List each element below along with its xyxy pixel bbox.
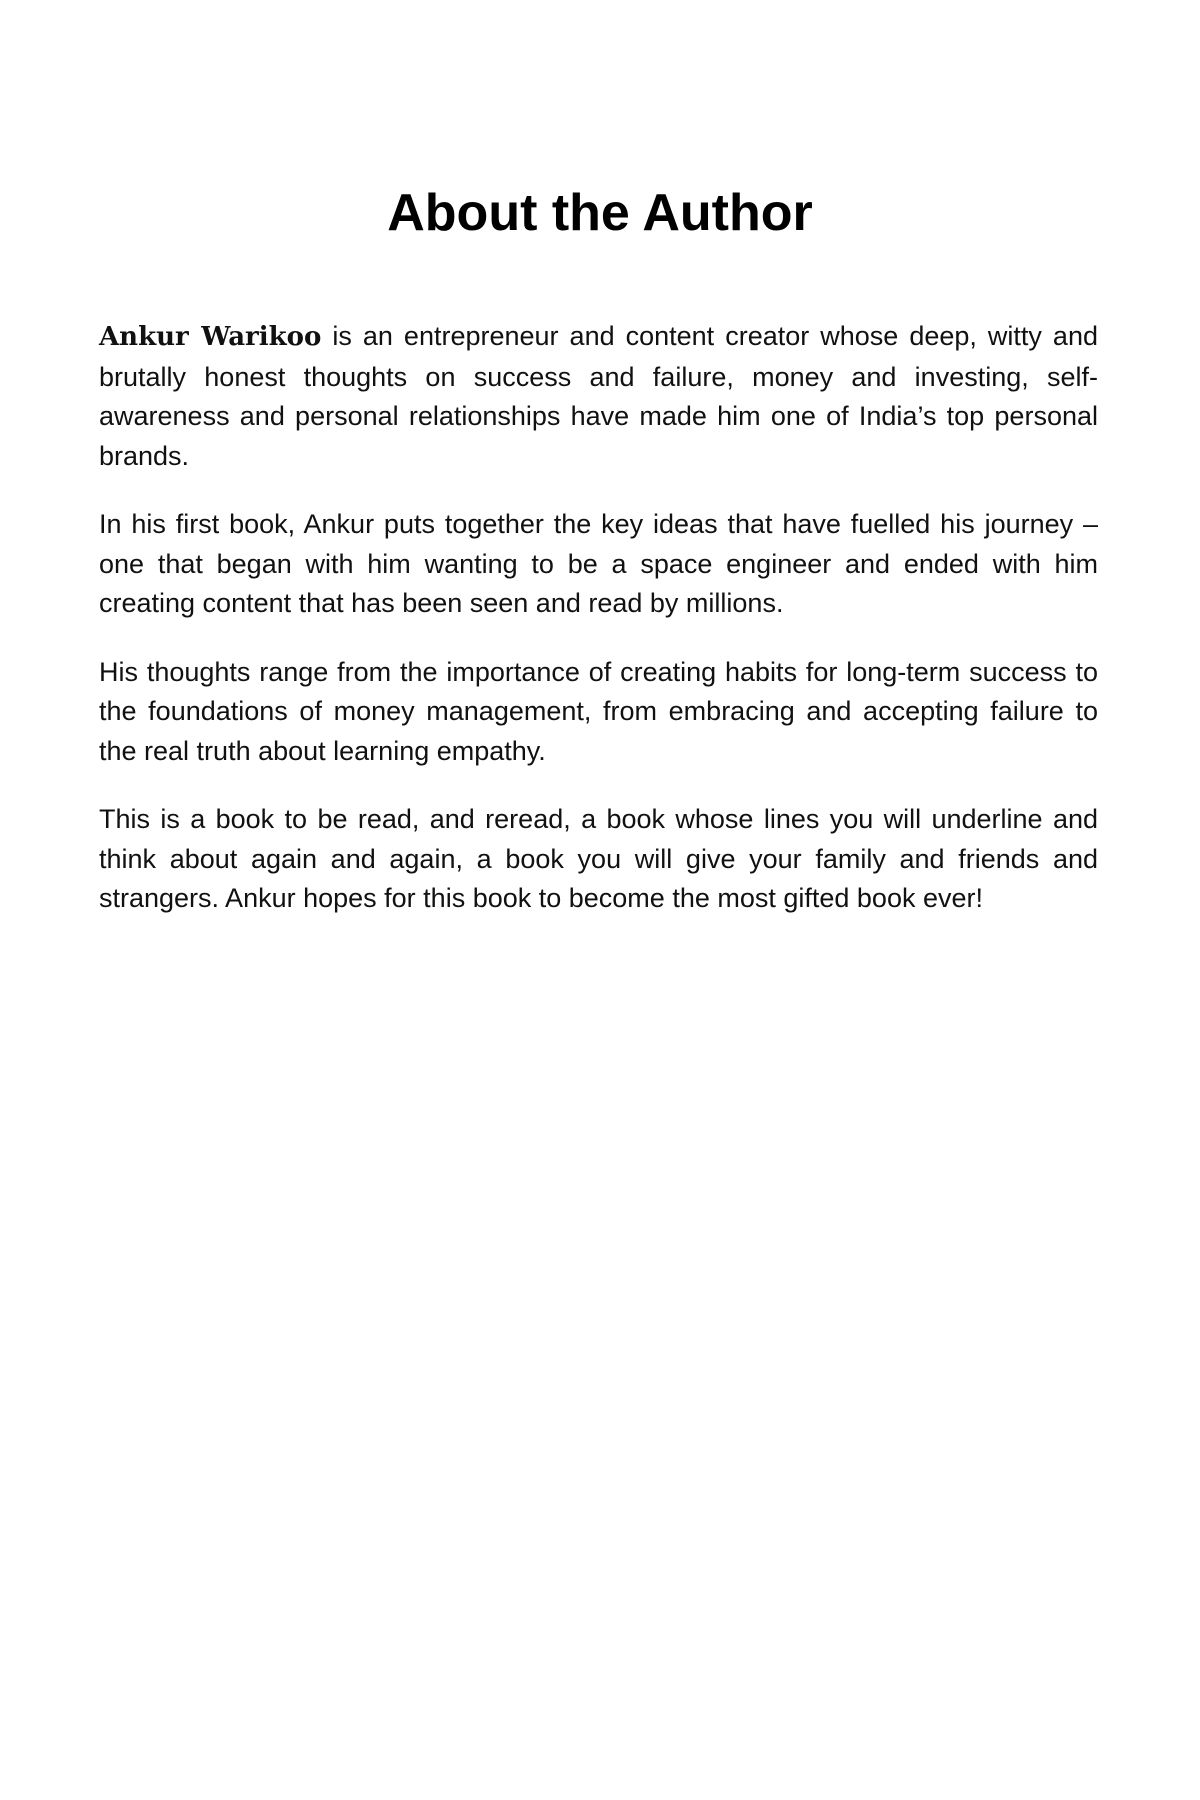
paragraph-thoughts: His thoughts range from the importance of creating habits for long-term success to the foundations of money management, from embracing and accepting failure to the real truth about learning empathy.	[99, 656, 1098, 766]
paragraph-intro-text: is an entrepreneur and content creator whose deep, witty and brutally honest thoughts on success and failure, money and investing, self-awareness and personal relationships have made him one of India’s top personal brands.	[99, 321, 1098, 471]
paragraph-intro	[99, 317, 1098, 476]
author-bio	[99, 317, 1098, 948]
paragraph-closing: This is a book to be read, and reread, a book whose lines you will underline and think about again and again, a book you will give your family and friends and strangers. Ankur hopes for this book to become the most gifted book ever!	[99, 804, 1098, 913]
paragraph-first-book: In his first book, Ankur puts together the key ideas that have fuelled his journey – one that began with him wanting to be a space engineer and ended with him creating content that has been seen and read by millions.	[99, 509, 1098, 618]
page-title: About the Author	[387, 184, 813, 242]
author-name: Ankur Warikoo	[99, 322, 322, 352]
